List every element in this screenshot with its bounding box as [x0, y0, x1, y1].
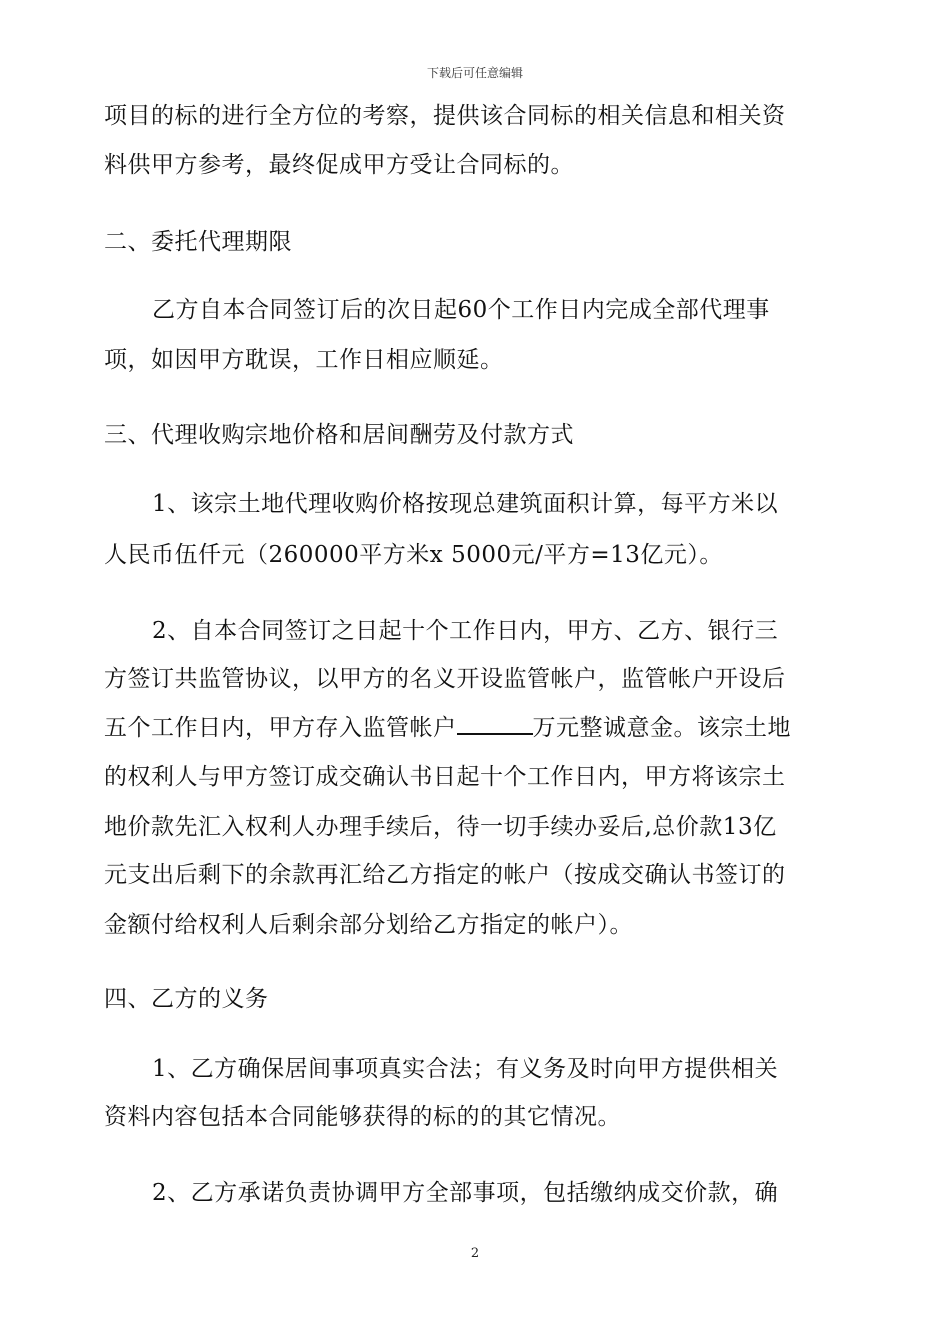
line-suffix: 万元整诚意金。该宗土地: [532, 715, 791, 741]
body-line: 1、该宗土地代理收购价格按现总建筑面积计算，每平方米以: [152, 491, 779, 517]
body-line: 项目的标的进行全方位的考察，提供该合同标的相关信息和相关资: [104, 103, 786, 129]
body-line: 地价款先汇入权利人办理手续后，待一切手续办妥后,总价款13亿: [104, 814, 777, 840]
body-line: 方签订共监管协议，以甲方的名义开设监管帐户，监管帐户开设后: [104, 666, 786, 692]
body-line: 1、乙方确保居间事项真实合法；有义务及时向甲方提供相关: [152, 1056, 779, 1082]
body-line: 料供甲方参考，最终促成甲方受让合同标的。: [104, 152, 574, 178]
body-line: 人民币伍仟元（260000平方米x 5000元/平方=13亿元）。: [104, 542, 723, 568]
section-heading: 四、乙方的义务: [104, 986, 269, 1012]
body-line: 金额付给权利人后剩余部分划给乙方指定的帐户）。: [104, 912, 633, 938]
line-prefix: 五个工作日内，甲方存入监管帐户: [104, 715, 457, 741]
body-line-with-blank: [104, 713, 791, 743]
page-header-note: 下载后可任意编辑: [426, 66, 523, 80]
section-heading: 二、委托代理期限: [104, 229, 292, 255]
body-line: 资料内容包括本合同能够获得的标的的其它情况。: [104, 1104, 621, 1130]
section-heading: 三、代理收购宗地价格和居间酬劳及付款方式: [104, 422, 574, 448]
fill-in-blank: [457, 713, 533, 735]
body-line: 的权利人与甲方签订成交确认书日起十个工作日内，甲方将该宗土: [104, 764, 786, 790]
body-line: 项，如因甲方耽误，工作日相应顺延。: [104, 347, 504, 373]
body-line: 2、自本合同签订之日起十个工作日内，甲方、乙方、银行三: [152, 618, 779, 644]
body-line: 乙方自本合同签订后的次日起60个工作日内完成全部代理事: [152, 297, 770, 323]
page-number: 2: [470, 1246, 480, 1261]
body-line: 元支出后剩下的余款再汇给乙方指定的帐户（按成交确认书签订的: [104, 862, 786, 888]
body-line: 2、乙方承诺负责协调甲方全部事项，包括缴纳成交价款，确: [152, 1180, 779, 1206]
